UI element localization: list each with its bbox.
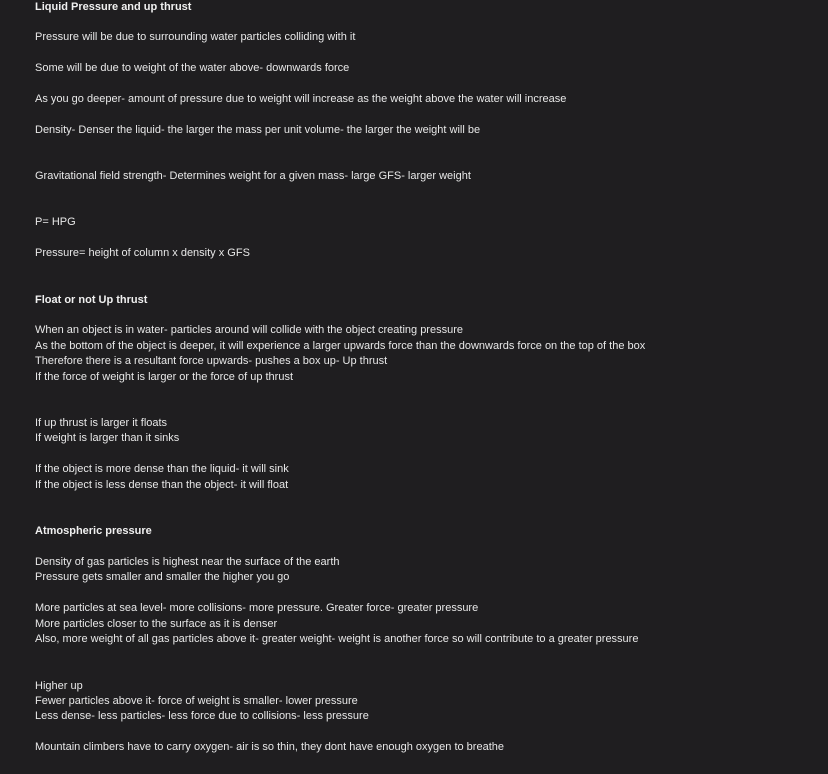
text-line: If up thrust is larger it floats: [35, 417, 168, 429]
section-heading-liquid-pressure: Liquid Pressure and up thrust: [35, 1, 192, 13]
text-line: Mountain climbers have to carry oxygen- air is so thin, they dont have enough oxygen to breathe: [35, 741, 504, 753]
text-line: If the object is less dense than the object- it will float: [35, 479, 289, 491]
text-line: Higher up: [35, 680, 83, 692]
text-line: Density- Denser the liquid- the larger the mass per unit volume- the larger the weight will be: [35, 124, 481, 136]
section-heading-float-or-not: Float or not Up thrust: [35, 294, 148, 306]
text-line: Therefore there is a resultant force upwards- pushes a box up- Up thrust: [35, 355, 388, 367]
text-line: More particles at sea level- more collisions- more pressure. Greater force- greater pressure: [35, 602, 479, 614]
formula-line: P= HPG: [35, 216, 76, 228]
text-line: Fewer particles above it- force of weight is smaller- lower pressure: [35, 695, 358, 707]
text-line: Less dense- less particles- less force due to collisions- less pressure: [35, 710, 369, 722]
text-line: As the bottom of the object is deeper, it will experience a larger upwards force than the downwards force on the top of the box: [35, 340, 646, 352]
text-line: Pressure gets smaller and smaller the higher you go: [35, 571, 290, 583]
text-line: If the object is more dense than the liquid- it will sink: [35, 463, 289, 475]
text-line: Density of gas particles is highest near the surface of the earth: [35, 556, 340, 568]
text-line: More particles closer to the surface as it is denser: [35, 618, 278, 630]
text-line: If weight is larger than it sinks: [35, 432, 180, 444]
text-line: If the force of weight is larger or the force of up thrust: [35, 371, 294, 383]
text-line: Also, more weight of all gas particles above it- greater weight- weight is another force so will contribute to a greater pressure: [35, 633, 639, 645]
formula-line: Pressure= height of column x density x GFS: [35, 247, 250, 259]
text-line: Gravitational field strength- Determines weight for a given mass- large GFS- larger weight: [35, 170, 471, 182]
text-line: Some will be due to weight of the water above- downwards force: [35, 62, 350, 74]
text-line: When an object is in water- particles around will collide with the object creating pressure: [35, 324, 463, 336]
text-line: Pressure will be due to surrounding water particles colliding with it: [35, 31, 356, 43]
text-line: As you go deeper- amount of pressure due to weight will increase as the weight above the water will increase: [35, 93, 567, 105]
section-heading-atmospheric-pressure: Atmospheric pressure: [35, 525, 152, 537]
